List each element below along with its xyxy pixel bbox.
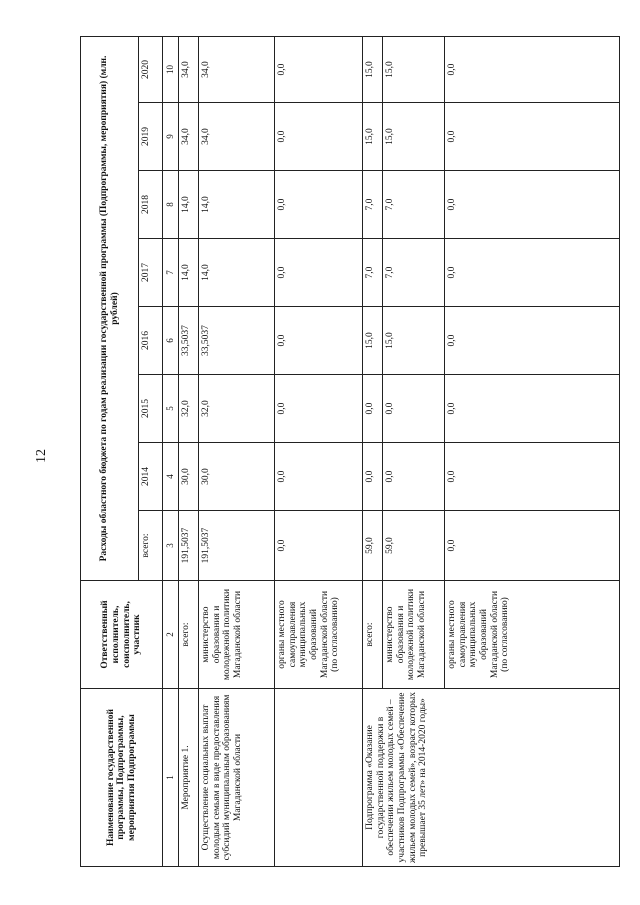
value-2016: 33,5037	[199, 307, 275, 375]
value-2016: 33,5037	[179, 307, 199, 375]
value-2014: 0,0	[445, 443, 620, 511]
row-name-subprogram: Подпрограмма «Оказание государственной поддержки в обеспечении жильем молодых семей – участников Подпрограммы «Обеспечение жильем молодых семей», возраст которых превышает 35 лет» на 2014-2020 годы»	[363, 689, 620, 867]
value-2014: 0,0	[275, 443, 363, 511]
value-total: 191,5037	[179, 511, 199, 581]
value-2019: 15,0	[383, 103, 445, 171]
value-2015: 32,0	[199, 375, 275, 443]
value-2014: 30,0	[179, 443, 199, 511]
row-executor: министерство образования и молодежной политики Магаданской области	[383, 581, 445, 689]
value-2018: 7,0	[363, 171, 383, 239]
value-2016: 15,0	[383, 307, 445, 375]
value-2019: 0,0	[275, 103, 363, 171]
index-cell: 6	[163, 307, 179, 375]
value-total: 59,0	[383, 511, 445, 581]
value-total: 59,0	[363, 511, 383, 581]
budget-table	[80, 36, 620, 867]
value-2017: 0,0	[445, 239, 620, 307]
row-executor: органы местного самоуправления муниципальных образований Магаданской области (по согласованию)	[275, 581, 363, 689]
value-total: 191,5037	[199, 511, 275, 581]
row-name: Осуществление социальных выплат молодым семьям в виде предоставления субсидий муниципальным образованиям Магаданской области	[199, 689, 275, 867]
value-2019: 15,0	[363, 103, 383, 171]
value-2016: 0,0	[275, 307, 363, 375]
index-cell: 1	[163, 689, 179, 867]
table-row	[199, 37, 275, 867]
value-total: 0,0	[445, 511, 620, 581]
index-cell: 3	[163, 511, 179, 581]
index-cell: 8	[163, 171, 179, 239]
value-2018: 14,0	[179, 171, 199, 239]
index-cell: 9	[163, 103, 179, 171]
year-total: всего:	[139, 511, 163, 581]
value-2020: 15,0	[363, 37, 383, 103]
value-2018: 0,0	[445, 171, 620, 239]
value-2015: 0,0	[445, 375, 620, 443]
value-2017: 7,0	[363, 239, 383, 307]
table-stage	[80, 37, 620, 867]
year-2014: 2014	[139, 443, 163, 511]
year-2020: 2020	[139, 37, 163, 103]
value-2020: 34,0	[199, 37, 275, 103]
value-2017: 0,0	[275, 239, 363, 307]
header-executor: Ответственный исполнитель, соисполнитель, участник	[81, 581, 163, 689]
value-2018: 14,0	[199, 171, 275, 239]
value-2015: 32,0	[179, 375, 199, 443]
header-expenses: Расходы областного бюджета по годам реализации государственной программы (Подпрограммы, мероприятия) (млн. рублей)	[81, 37, 139, 581]
value-2020: 34,0	[179, 37, 199, 103]
table-row	[363, 37, 383, 867]
value-2020: 15,0	[383, 37, 445, 103]
year-2017: 2017	[139, 239, 163, 307]
value-2017: 14,0	[179, 239, 199, 307]
value-2019: 0,0	[445, 103, 620, 171]
rotated-table-wrapper	[80, 37, 620, 867]
index-cell: 2	[163, 581, 179, 689]
row-name	[275, 689, 363, 867]
row-executor: всего:	[363, 581, 383, 689]
value-2020: 0,0	[445, 37, 620, 103]
value-2017: 14,0	[199, 239, 275, 307]
row-executor: министерство образования и молодежной политики Магаданской области	[199, 581, 275, 689]
index-cell: 5	[163, 375, 179, 443]
value-2014: 0,0	[383, 443, 445, 511]
value-2018: 0,0	[275, 171, 363, 239]
value-2015: 0,0	[363, 375, 383, 443]
value-2015: 0,0	[275, 375, 363, 443]
row-executor: органы местного самоуправления муниципальных образований Магаданской области (по согласованию)	[445, 581, 620, 689]
value-2015: 0,0	[383, 375, 445, 443]
value-2019: 34,0	[199, 103, 275, 171]
year-2019: 2019	[139, 103, 163, 171]
value-total: 0,0	[275, 511, 363, 581]
table-row	[275, 37, 363, 867]
index-cell: 7	[163, 239, 179, 307]
value-2014: 0,0	[363, 443, 383, 511]
value-2017: 7,0	[383, 239, 445, 307]
row-name: Мероприятие 1.	[179, 689, 199, 867]
value-2016: 0,0	[445, 307, 620, 375]
year-2015: 2015	[139, 375, 163, 443]
page-number: 12	[34, 449, 49, 463]
value-2014: 30,0	[199, 443, 275, 511]
value-2016: 15,0	[363, 307, 383, 375]
year-2016: 2016	[139, 307, 163, 375]
value-2018: 7,0	[383, 171, 445, 239]
value-2020: 0,0	[275, 37, 363, 103]
table-row	[179, 37, 199, 867]
header-name: Наименование государственной программы, Подпрограммы, мероприятия Подпрограммы	[81, 689, 163, 867]
index-cell: 10	[163, 37, 179, 103]
value-2019: 34,0	[179, 103, 199, 171]
row-executor: всего:	[179, 581, 199, 689]
index-cell: 4	[163, 443, 179, 511]
year-2018: 2018	[139, 171, 163, 239]
